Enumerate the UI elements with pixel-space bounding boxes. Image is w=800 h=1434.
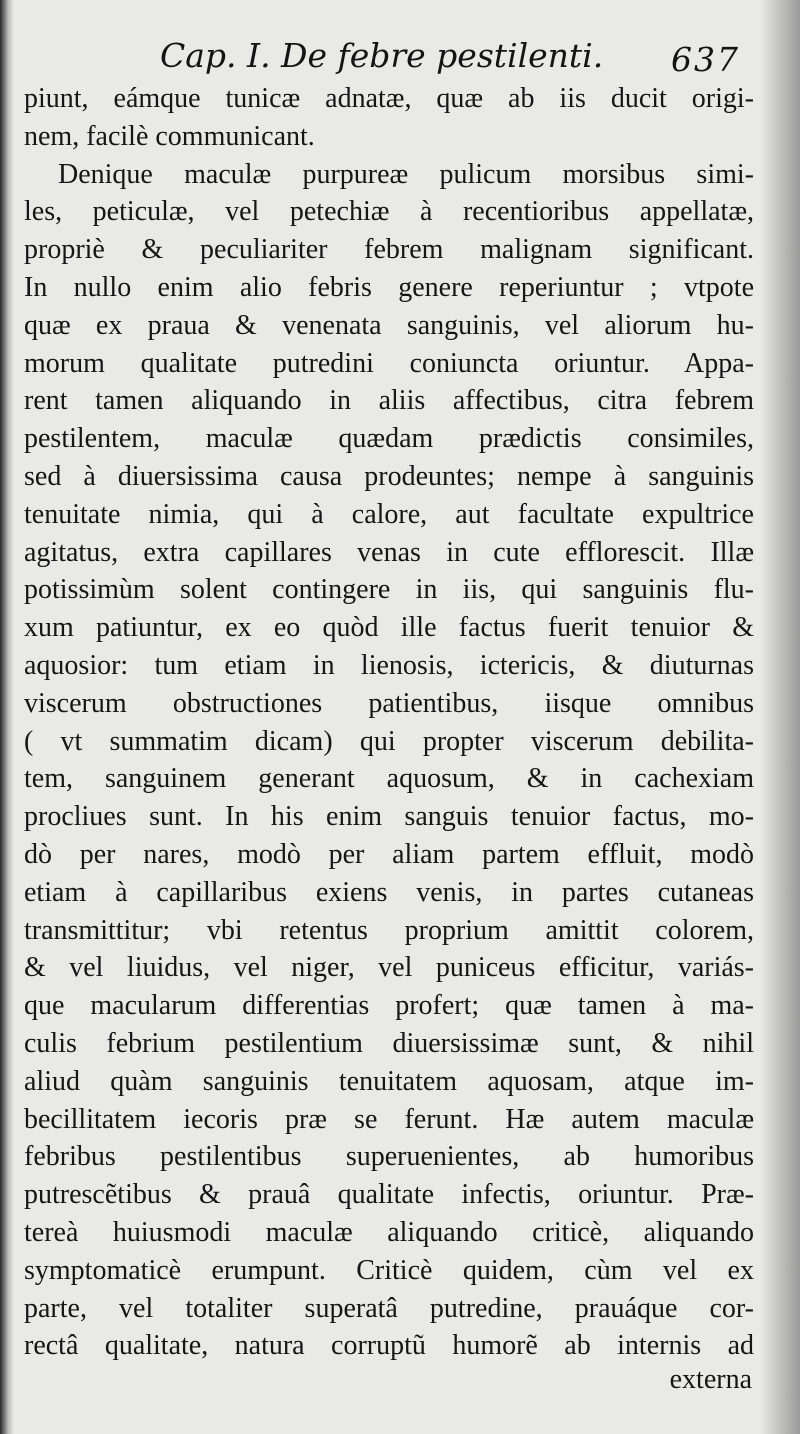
text-line: tenuitate nimia, qui à calore, aut facultate expultrice [24,498,754,530]
text-line: piunt, eámque tunicæ adnatæ, quæ ab iis ducit origi- [24,83,754,114]
text-line: rectâ qualitate, natura corruptũ humorẽ ab internis ad [24,1330,754,1362]
text-line: sed à diuersissima causa prodeuntes; nempe à sanguinis [24,460,754,492]
text-line: ( vt summatim dicam) qui propter viscerum debilita- [24,725,754,757]
text-line: morum qualitate putredini coniuncta oriuntur. Appa- [24,347,754,379]
text-line: tereà huiusmodi maculæ aliquando criticè, aliquando [24,1216,754,1248]
page-header [0,36,800,86]
text-line: procliues sunt. In his enim sanguis tenuior factus, mo- [24,801,754,833]
text-line: les, peticulæ, vel petechiæ à recentioribus appellatæ, [24,196,754,228]
text-line: symptomaticè erumpunt. Criticè quidem, cùm vel ex [24,1254,754,1286]
text-line: In nullo enim alio febris genere reperiuntur ; vtpote [24,271,754,303]
running-title: Cap. I. De febre pestilenti. [160,36,604,75]
text-line: propriè & peculiariter febrem malignam significant. [24,234,754,266]
text-line: parte, vel totaliter superatâ putredine, prauáque cor- [24,1292,754,1324]
text-line: viscerum obstructiones patientibus, iisque omnibus [24,687,754,719]
text-line: pestilentem, maculæ quædam prædictis consimiles, [24,423,754,455]
text-line: etiam à capillaribus exiens venis, in partes cutaneas [24,876,754,908]
text-line: & vel liuidus, vel niger, vel puniceus efficitur, variás- [24,952,754,984]
text-line: aliud quàm sanguinis tenuitatem aquosam, atque im- [24,1065,754,1097]
text-line: potissimùm solent contingere in iis, qui sanguinis flu- [24,574,754,606]
text-line: becillitatem iecoris præ se ferunt. Hæ autem maculæ [24,1103,754,1135]
text-line: que macularum differentias profert; quæ tamen à ma- [24,990,754,1022]
catchword: externa [669,1364,752,1395]
text-line: Denique maculæ purpureæ pulicum morsibus simi- [58,158,754,190]
text-line: quæ ex praua & venenata sanguinis, vel aliorum hu- [24,309,754,341]
text-line: dò per nares, modò per aliam partem effluit, modò [24,838,754,870]
text-line: xum patiuntur, ex eo quòd ille factus fuerit tenuior & [24,612,754,644]
text-line: culis febrium pestilentium diuersissimæ sunt, & nihil [24,1027,754,1059]
text-line: tem, sanguinem generant aquosum, & in cachexiam [24,763,754,795]
text-line: nem, facilè communicant. [24,120,315,152]
text-line: rent tamen aliquando in aliis affectibus, citra febrem [24,385,754,417]
text-line: febribus pestilentibus superuenientes, ab humoribus [24,1141,754,1173]
text-line: agitatus, extra capillares venas in cute efflorescit. Illæ [24,536,754,568]
body-text [24,80,754,1365]
text-line: putrescẽtibus & prauâ qualitate infectis, oriuntur. Præ- [24,1179,754,1211]
page-number: 637 [671,40,740,79]
text-line: aquosior: tum etiam in lienosis, ictericis, & diuturnas [24,649,754,681]
text-line: transmittitur; vbi retentus proprium amittit colorem, [24,914,754,946]
